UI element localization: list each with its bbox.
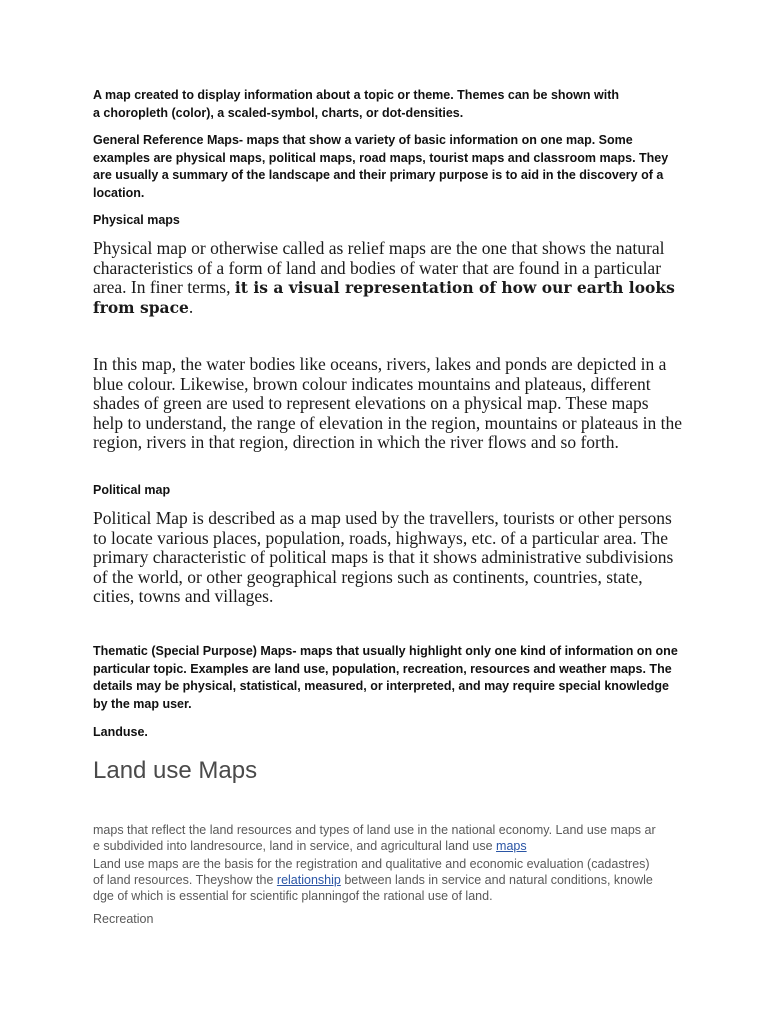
physical-para1-end: . [188,296,194,317]
physical-maps-heading: Physical maps [93,213,180,227]
thematic-maps-paragraph: Thematic (Special Purpose) Maps- maps that usually highlight only one kind of information on one particular topic. Examples are land use, population, recreation, resources and weather maps. The details may be physical, statistical, measured, or interpreted, and may require special knowledge by the map user. [93,644,678,711]
political-map-heading: Political map [93,483,171,497]
physical-para1-start: Physical map or otherwise called as relief maps are the one that shows the natural characteristics of a form of land and bodies of water that are found in a particular area. In finer terms, [93,238,665,297]
intro-line-2: a choropleth (color), a scaled-symbol, charts, or dot-densities. [93,105,464,120]
intro-paragraph [93,87,683,122]
physical-para1-bold: it is a visual representation of how our earth looks from space [93,278,675,317]
land-use-p2-line2-end: between lands in service and natural conditions, knowle [340,873,653,887]
land-use-p2-line2-start: of land resources. Theyshow the [93,873,277,887]
physical-maps-paragraph-2: In this map, the water bodies like oceans, rivers, lakes and ponds are depicted in a blue colour. Likewise, brown colour indicates mountains and plateaus, different shades of green are used to represent elevations on a physical map. These maps help to understand, the range of elevation in the region, mountains or plateaus in the region, rivers in that region, direction in which the river flows and so forth. [93,354,683,452]
intro-line-1: A map created to display information about a topic or theme. Themes can be shown with [93,88,620,102]
land-use-p1-line1: maps that reflect the land resources and types of land use in the national economy. Land use maps ar [93,823,656,837]
land-use-maps-title: Land use Maps [93,757,258,784]
political-map-paragraph: Political Map is described as a map used by the travellers, tourists or other persons to locate various places, population, roads, highways, etc. of a particular area. The primary characteristic of political maps is that it shows administrative subdivisions of the world, or other geographical regions such as continents, countries, state, cities, towns and villages. [93,508,674,606]
land-use-p2-line3: dge of which is essential for scientific planningof the rational use of land. [93,889,493,903]
recreation-label: Recreation [93,912,154,926]
land-use-p2-line1: Land use maps are the basis for the registration and qualitative and economic evaluation (cadastres) [93,857,650,871]
land-use-p1-line2: e subdivided into landresource, land in service, and agricultural land use [93,839,497,853]
land-use-paragraph-1 [93,822,683,854]
relationship-link[interactable]: relationship [276,873,341,887]
general-reference-paragraph: General Reference Maps- maps that show a variety of basic information on one map. Some examples are physical maps, political maps, road maps, tourist maps and classroom maps. They are usually a summary of the landscape and their primary purpose is to aid in the discovery of a location. [93,133,669,200]
land-use-paragraph-2 [93,856,683,904]
physical-maps-paragraph-1 [93,239,683,317]
landuse-label: Landuse. [93,725,148,739]
maps-link[interactable]: maps [496,839,527,853]
